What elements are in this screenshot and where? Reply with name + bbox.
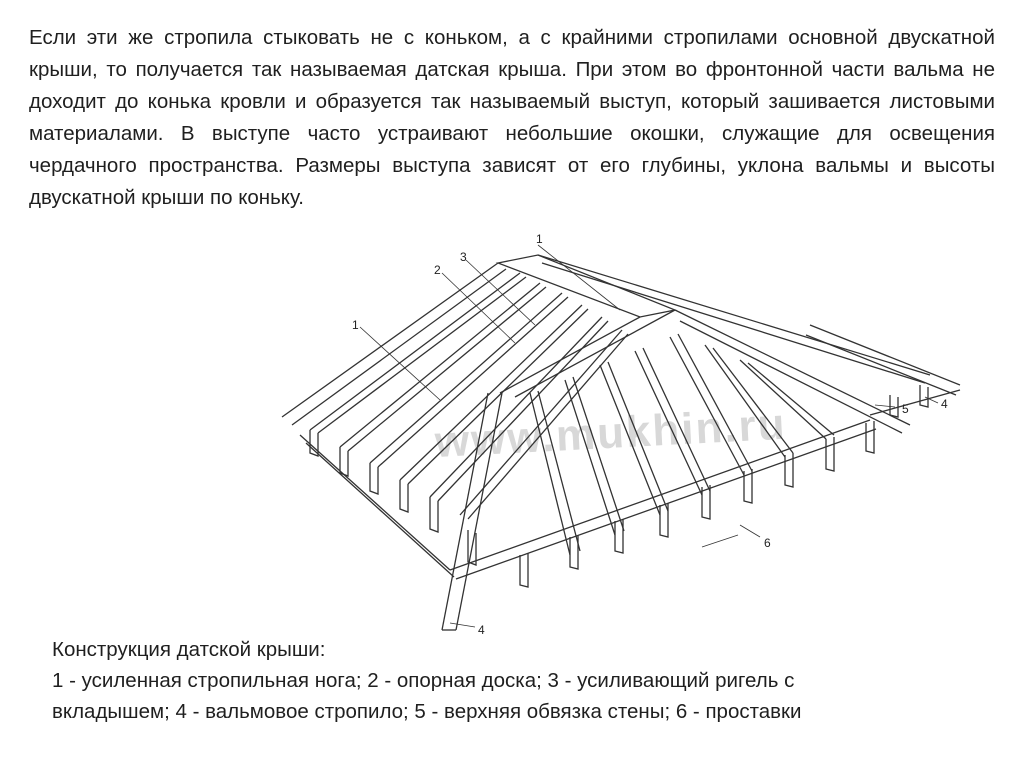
label-6: 6 xyxy=(764,536,771,550)
label-1-top: 1 xyxy=(536,232,543,246)
label-4-bottom: 4 xyxy=(478,623,485,637)
label-1-left: 1 xyxy=(352,318,359,332)
caption-line-2: вкладышем; 4 - вальмовое стропило; 5 - верхняя обвязка стены; 6 - проставки xyxy=(52,700,802,723)
intro-paragraph: Если эти же стропила стыковать не с коньком, а с крайними стропилами основной двускатной крыши, то получается так называемая датская крыша. При этом во фронтонной части вальма не доходит до конька кровли и образуется так называемый выступ, который зашивается листовыми материалами. В выступе часто устраивают небольшие окошки, служащие для освещения чердачного пространства. Размеры выступа зависят от его глубины, уклона вальмы и высоты двускатной крыши по коньку. xyxy=(29,26,995,209)
label-4-right: 4 xyxy=(941,397,948,411)
caption-line-1: 1 - усиленная стропильная нога; 2 - опорная доска; 3 - усиливающий ригель с xyxy=(52,669,795,692)
danish-roof-diagram xyxy=(270,225,970,645)
caption xyxy=(52,634,952,727)
watermark: www.mukhin.ru xyxy=(433,399,788,468)
label-3: 3 xyxy=(460,250,467,264)
caption-title: Конструкция датской крыши: xyxy=(52,638,326,661)
label-2: 2 xyxy=(434,263,441,277)
label-5: 5 xyxy=(902,402,909,416)
